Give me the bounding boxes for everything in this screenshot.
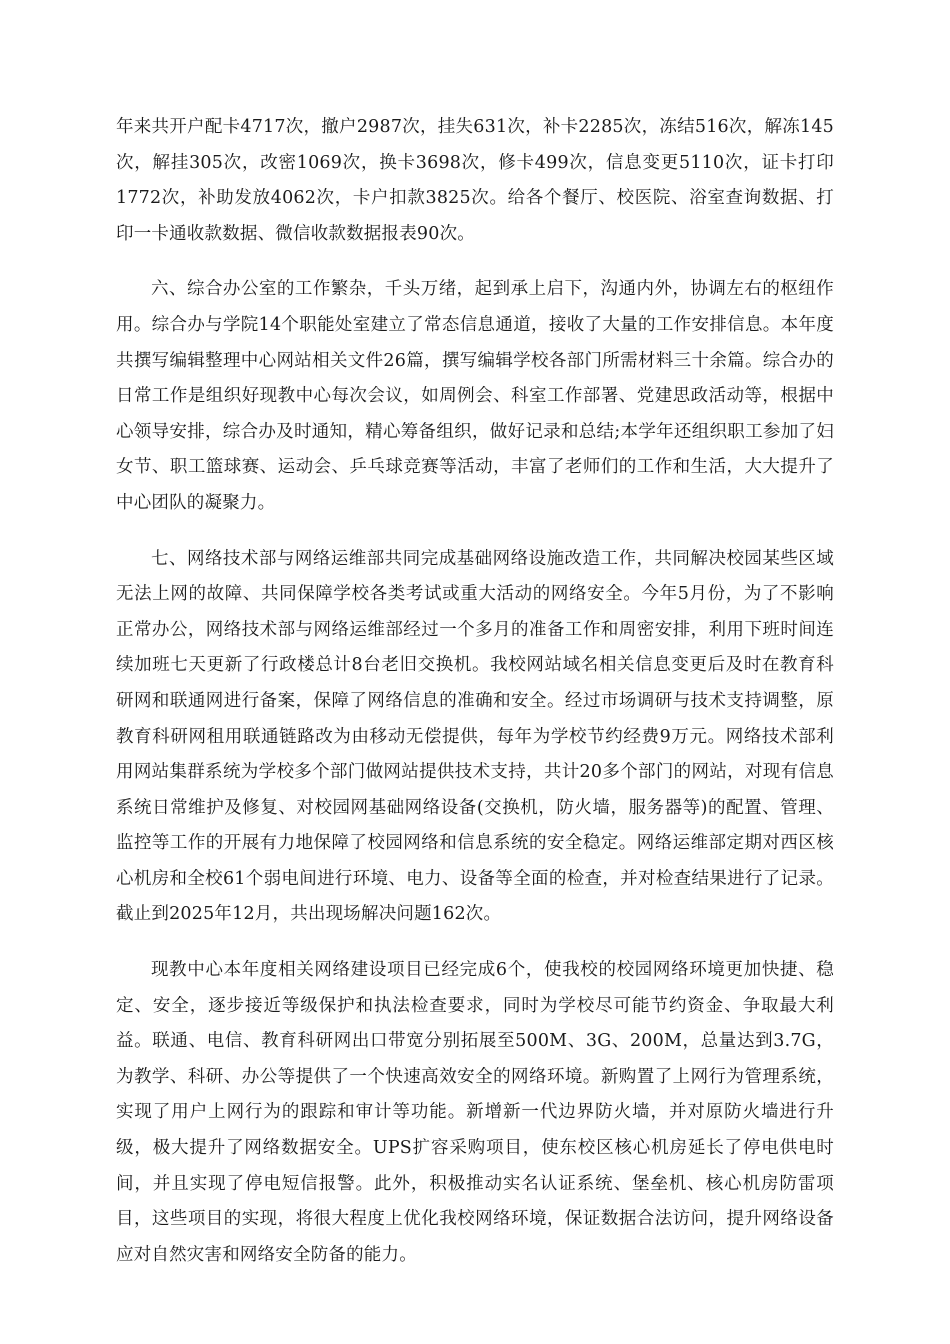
paragraph-general-office: 六、综合办公室的工作繁杂，千头万绪，起到承上启下，沟通内外，协调左右的枢纽作用。综合办与学院14个职能处室建立了常态信息通道，接收了大量的工作安排信息。本年度共撰写编辑整理中心网站相关文件26篇，撰写编辑学校各部门所需材料三十余篇。综合办的日常工作是组织好现教中心每次会议，如周例会、科室工作部署、党建思政活动等，根据中心领导安排，综合办及时通知，精心筹备组织，做好记录和总结;本学年还组织职工参加了妇女节、职工篮球赛、运动会、乒乓球竞赛等活动，丰富了老师们的工作和生活，大大提升了中心团队的凝聚力。 <box>116 279 834 513</box>
paragraph-spacer <box>116 933 834 953</box>
paragraph-network-projects: 现教中心本年度相关网络建设项目已经完成6个，使我校的校园网络环境更加快捷、稳定、安全，逐步接近等级保护和执法检查要求，同时为学校尽可能节约资金、争取最大利益。联通、电信、教育科研网出口带宽分别拓展至500M、3G、200M，总量达到3.7G，为教学、科研、办公等提供了一个快速高效安全的网络环境。新购置了上网行为管理系统，实现了用户上网行为的跟踪和审计等功能。新增新一代边界防火墙，并对原防火墙进行升级，极大提升了网络数据安全。UPS扩容采购项目，使东校区核心机房延长了停电供电时间，并且实现了停电短信报警。此外，积极推动实名认证系统、堡垒机、核心机房防雷项目，这些项目的实现，将很大程度上优化我校网络环境，保证数据合法访问，提升网络设备应对自然灾害和网络安全防备的能力。 <box>116 960 834 1265</box>
paragraph-network-departments: 七、网络技术部与网络运维部共同完成基础网络设施改造工作，共同解决校园某些区域无法上网的故障、共同保障学校各类考试或重大活动的网络安全。今年5月份，为了不影响正常办公，网络技术部与网络运维部经过一个多月的准备工作和周密安排，利用下班时间连续加班七天更新了行政楼总计8台老旧交换机。我校网站域名相关信息变更后及时在教育科研网和联通网进行备案，保障了网络信息的准确和安全。经过市场调研与技术支持调整，原教育科研网租用联通链路改为由移动无偿提供，每年为学校节约经费9万元。网络技术部利用网站集群系统为学校多个部门做网站提供技术支持，共计20多个部门的网站，对现有信息系统日常维护及修复、对校园网基础网络设备(交换机，防火墙，服务器等)的配置、管理、监控等工作的开展有力地保障了校园网络和信息系统的安全稳定。网络运维部定期对西区核心机房和全校61个弱电间进行环境、电力、设备等全面的检查，并对检查结果进行了记录。截止到2025年12月，共出现场解决问题162次。 <box>116 548 834 925</box>
paragraph-spacer <box>116 522 834 542</box>
document-body <box>116 110 834 1273</box>
paragraph-card-statistics: 年来共开户配卡4717次，撤户2987次，挂失631次，补卡2285次，冻结516次，解冻145次，解挂305次，改密1069次，换卡3698次，修卡499次，信息变更5110次，证卡打印1772次，补助发放4062次，卡户扣款3825次。给各个餐厅、校医院、浴室查询数据、打印一卡通收款数据、微信收款数据报表90次。 <box>116 117 834 244</box>
paragraph-spacer <box>116 252 834 272</box>
